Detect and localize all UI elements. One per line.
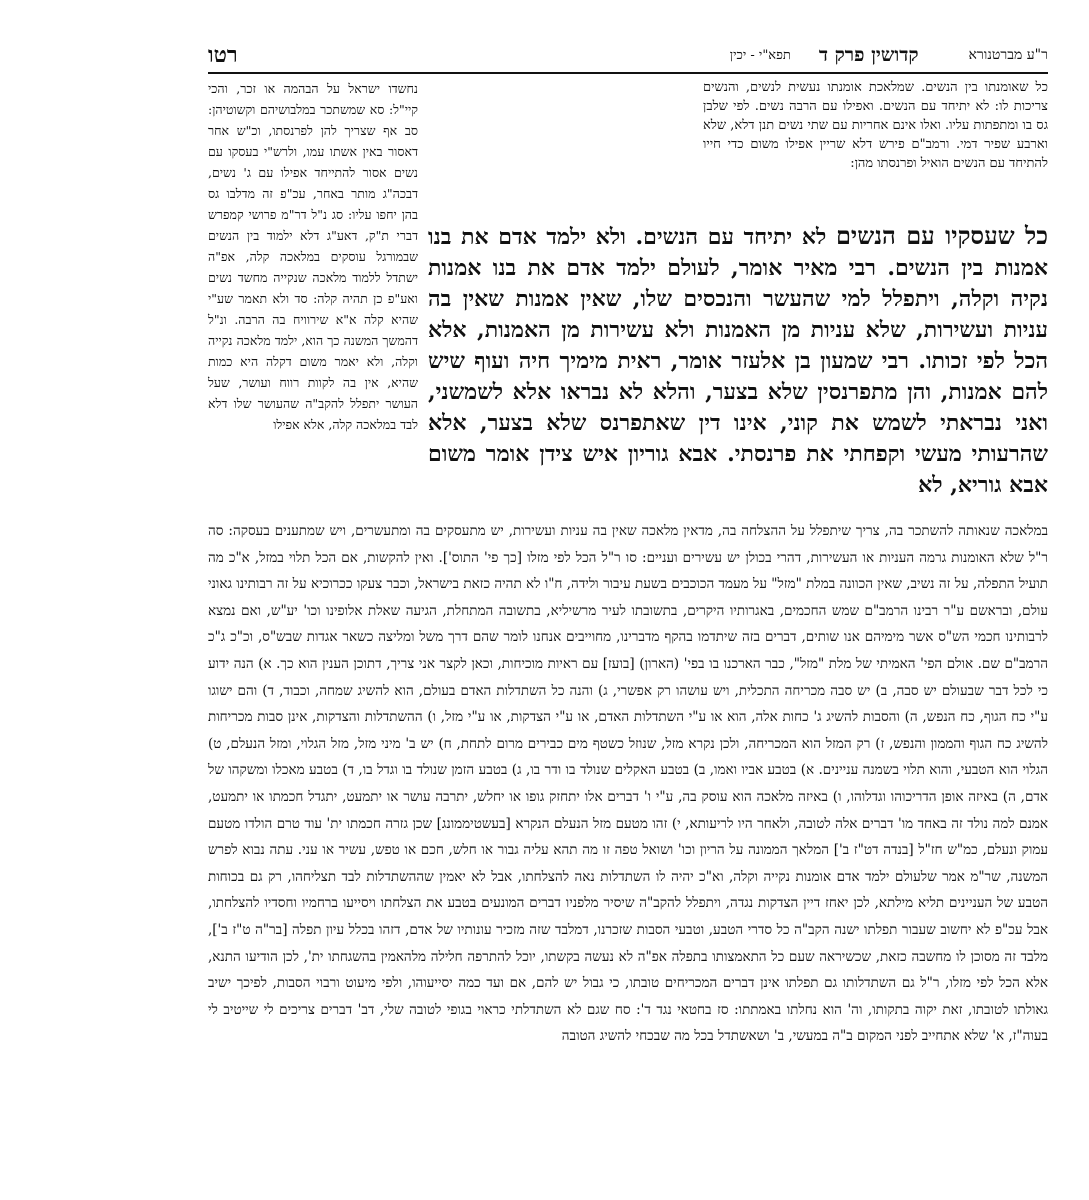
header-tractate: קדושין פרק ד: [818, 43, 919, 66]
header-dates: תפא"י - יכין: [729, 48, 791, 63]
header-commentator: ר"ע מברטנורא: [968, 46, 1048, 63]
tiferet-yisrael-column: נחשדו ישראל על הבהמה או זכר, והכי קיי"ל: סא שמשתכר במלבושיהם וקשוטיהן: סב אף שצריך להן לפרנסתו, וכ"ש אחר דאסור באין אשתו עמו, ולרש"י בעסקו עם נשים אסור להתייחד אפילו עם ג' נשים, דבכה"ג מותר באחר, עכ"פ זה מדלבו גס בהן יחפו עליו: סג נ"ל דר"מ פרושי קמפרש דברי ת"ק, דאע"ג דלא ילמוד בין הנשים שבמורגל עוסקים במלאכה קלה, אפ"ה ישתדל ללמוד מלאכה שנקייה מחשד נשים ואע"פ כן תהיה קלה: סד ולא תאמר שע"י שהיא קלה א"א שירוויח בה הרבה. ונ"ל דהמשך המשנה כך הוא, ילמד מלאכה נקייה וקלה, ולא יאמר משום דקלה היא כמות שהיא, אין בה לקוות רווח ועושר, שעל העושר יתפלל להקב"ה שהעושר שלו דלא לבד במלאכה קלה, אלא אפילו: [208, 81, 418, 432]
header-right: [730, 44, 1048, 67]
mishna-body: לא יתיחד עם הנשים. ולא ילמד אדם את בנו אמנות בין הנשים. רבי מאיר אומר, לעולם ילמד אדם את בנו אמנות נקיה וקלה, ויתפלל למי שהעשר והנכסים שלו, שאין אמנות שאין בה עניות ועשירות, שלא עניות מן האמנות ולא עשירות מן האמנות, אלא הכל לפי זכותו. רבי שמעון בן אלעזר אומר, ראית מימיך חיה ועוף שיש להם אמנות, והן מתפרנסין שלא בצער, והלא לא נבראו אלא לשמשני, ואני נבראתי לשמש את קוני, אינו דין שאתפרנס שלא בצער, אלא שהרעותי מעשי וקפחתי את פרנסתי. אבא גוריון איש צידן אומר משום אבא גוריא, לא: [428, 224, 1049, 498]
bartenura-commentary: כל שאומנתו בין הנשים. שמלאכת אומנתו נעשית לנשים, והנשים צריכות לו: לא יתיחד עם הנשים. ואפילו עם הרבה נשים. לפי שלבן גס בו ומתפתות עליו. ואלו אינם אחריות עם שתי נשים תנן דלא, שלא וארבע שפיר דמי. ורמב"ם פירש דלא שריין אפילו משום כדי חייו להתיחד עם הנשים הואיל ופרנסתו מהן:: [703, 80, 1048, 171]
mishna-text: [428, 220, 1048, 501]
page: [208, 38, 1048, 1158]
page-number: רטו: [208, 42, 238, 68]
page-header: [208, 38, 1048, 74]
mishna-lead: כל שעסקיו עם הנשים: [835, 221, 1048, 250]
bottom-commentary: במלאכה שנאותה להשתכר בה, צריך שיתפלל על ההצלחה בה, מדאין מלאכה שאין בה עניות ועשירות, יש מתעסקים בה ומתעשרים, ויש שמתענים בעסקה: סה ר"ל שלא האומנות גרמה העניות או העשירות, דהרי בכולן יש עשירים ועניים: סו ר"ל הכל לפי מזלו [כך פי' התוס']. ואין להקשות, אם הכל תלוי במזל, א"כ מה תועיל התפלה, על זה נשיב, שאין הכוונה במלת "מזל" על מעמד הכוכבים בשעת עיבור ולידה, ח"ו לא תהיה כזאת בישראל, וכבר צעקו ככרוכיא על זה רבותינו גאוני עולם, ובראשם ע"ר רבינו הרמב"ם שמש החכמים, באגרותיו היקרים, בתשובתו לעיר מרשיליא, בתשובה המתחלת, הגיעה שאלת אלופינו וכו' יע"ש, ואם נמצא לרבותינו חכמי הש"ס אשר מימיהם אנו שותים, דברים בזה שיתדמו בהקף מדברינו, מחוייבים אנחנו לומר שהם דרך משל ומליצה כשאר אגדות שבש"ס, וכ"כ ג"כ הרמב"ם שם. אולם הפי' האמיתי של מלת "מזל", כבר הארכנו בו בפי' (הארון) [בועז] עם ראיות מוכיחות, וכאן לקצר אני צריך, דתוכן הענין הוא כך. א) הנה ידוע כי לכל דבר שבעולם יש סבה, ב) יש סבה מכריחה התכלית, ויש עושהו רק אפשרי, ג) והנה כל השתדלות האדם בעולם, הוא להשיג שמחה, וכבוד, ד) והם ישוגו ע"י כח הגוף, כח הנפש, ה) והסבות להשיג ג' כחות אלה, הוא או ע"י השתדלות האדם, או ע"י הצדקות, או ע"י מזל, ו) ההשתדלות והצדקות, אינן סבות מכריחות להשיג כח הגוף והממון והנפש, ז) רק המזל הוא המכריחה, ולכן נקרא מזל, שנוזל כשטף מים כבירים מרום לתחת, ח) יש ב' מיני מזל, מזל הגלוי, ומזל הנעלם, ט) הגלוי הוא הטבעי, והוא תלוי בשמנה עניינים. א) בטבע אביו ואמו, ב) בטבע האקלים שנולד בו ודר בו, ג) בטבע הזמן שנולד בו וגדל בו, ד) בטבע מאכלו ומשקהו של אדם, ה) באיזה אופן הדריכוהו וגדלוהו, ו) באיזה מלאכה הוא עוסק בה, ע"י ו' דברים אלו יתחזק גופו או יחלש, יתרבה עושר או יתמעט, יתגדל חכמתו או יתמעט, אמנם למה נולד זה באחד מו' דברים אלה לטובה, ולאחר היו לריעותא, י) זהו מטעם מזל הנעלם הנקרא [בעשטיממונג] שכן גזרה חכמתו ית' עוד טרם הולדו מטעם עמוק ונעלם, כמ"ש חז"ל [בנדה דט"ז ב'] המלאך הממונה על הריון וכו' ושואל טפה זו מה תהא עליה גבור או חלש, חכם או טפש, עשיר או עני. עתה נבוא לפרש המשנה, שר"מ אמר שלעולם ילמד אדם אומנות נקייה וקלה, וא"כ יהיה לו השתדלות נאה להצלחתו, אבל לא יאמין שההשתדלות לבד תצליחהו, רק גם בכוחות הטבע של העניינים תליא מילתא, לכן יאחז דיין הצדקות נגדה, ויתפלל להקב"ה שיסיר מלפניו דברים המונעים בטבע את הצלחתו ויסייעו ברחמיו וחסדיו להצלחתו, אבל עכ"פ לא יחשוב שעבור תפלתו ישנה הקב"ה כל סדרי הטבע, וטבעי הסבות שזכרנו, דמלבד שזה מזכיר עונותיו של אדם, דזהו בכלל עיון תפלה [בר"ה ט"ז ב'], מלבד זה מסוכן לו מחשבה כזאת, שכשיראה שעם כל התאמצותו בתפלה אפ"ה לא נעשה בקשתו, יוכל להתרפה חלילה מלהאמין בהשגחתו ית', לכן הודיעו התנא, אלא הכל לפי מזלו, ר"ל גם השתדלותו גם תפלתו אינן דברים המכריחים טובתו, כי גבול יש להם, אם ועד כמה יסייעוהו, ולפי מיעוט ורבוי הסבות, לפיכך ישיב גאולתו לטובתו, זאת יקוה בתקותו, וה' הוא נחלתו באמתתו: סז בחטאי נגד ד': סח שגם לא השתדלתי כראוי בגופי לטובה שלי, דב' דברים צריכים לי שייטיב לי בעוה"ז, א' שלא אתחייב לפני המקום ב"ה במעשי, ב' ושאשתדל בכל מה שבכחי להשיג הטובה: [208, 523, 1048, 1045]
